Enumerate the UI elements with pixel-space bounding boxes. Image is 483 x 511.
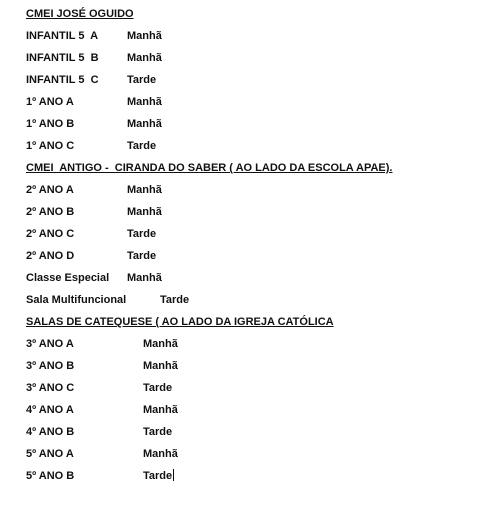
class-shift: Manhã xyxy=(143,338,178,350)
class-name: 1º ANO C xyxy=(26,140,75,152)
section-heading-cmei-antigo: CMEI ANTIGO - CIRANDA DO SABER ( AO LADO DA ESCOLA APAE). xyxy=(26,162,393,174)
class-name: 4º ANO B xyxy=(26,426,75,438)
class-name: 2º ANO B xyxy=(26,206,75,218)
class-name: 2º ANO C xyxy=(26,228,75,240)
class-name: INFANTIL 5 B xyxy=(26,52,99,64)
class-row xyxy=(26,51,466,73)
class-shift: Manhã xyxy=(143,404,178,416)
class-name: 4º ANO A xyxy=(26,404,74,416)
class-row xyxy=(26,293,466,315)
class-name: 5º ANO A xyxy=(26,448,74,460)
class-shift: Tarde xyxy=(127,140,157,152)
class-shift: Manhã xyxy=(127,272,162,284)
class-name: 1º ANO A xyxy=(26,96,74,108)
class-shift: Tarde xyxy=(143,426,173,438)
text-cursor xyxy=(173,469,174,481)
class-shift: Tarde xyxy=(143,382,173,394)
class-shift: Tarde xyxy=(127,74,157,86)
class-row xyxy=(26,403,466,425)
class-row xyxy=(26,359,466,381)
class-row xyxy=(26,469,466,491)
class-shift: Manhã xyxy=(143,360,178,372)
class-shift: Manhã xyxy=(127,184,162,196)
class-row xyxy=(26,447,466,469)
class-shift: Manhã xyxy=(143,448,178,460)
class-name: INFANTIL 5 A xyxy=(26,30,99,42)
class-name: INFANTIL 5 C xyxy=(26,74,99,86)
class-name: Sala Multifuncional xyxy=(26,294,127,306)
class-row xyxy=(26,95,466,117)
class-row xyxy=(26,139,466,161)
class-shift: Manhã xyxy=(127,96,162,108)
class-name: 2º ANO A xyxy=(26,184,74,196)
class-row xyxy=(26,73,466,95)
class-row xyxy=(26,337,466,359)
class-shift: Tarde xyxy=(160,294,190,306)
class-shift: Manhã xyxy=(127,118,162,130)
class-shift: Manhã xyxy=(127,52,162,64)
class-row xyxy=(26,183,466,205)
section-heading-salas-de-catequese: SALAS DE CATEQUESE ( AO LADO DA IGREJA CATÓLICA xyxy=(26,316,334,328)
class-name: 3º ANO B xyxy=(26,360,75,372)
class-name: Classe Especial xyxy=(26,272,110,284)
class-shift xyxy=(143,469,174,483)
class-row xyxy=(26,227,466,249)
class-shift: Manhã xyxy=(127,30,162,42)
class-row xyxy=(26,249,466,271)
class-name: 3º ANO C xyxy=(26,382,75,394)
document-body[interactable] xyxy=(26,7,466,491)
class-name: 1º ANO B xyxy=(26,118,75,130)
class-name: 2º ANO D xyxy=(26,250,75,262)
class-shift: Manhã xyxy=(127,206,162,218)
class-row xyxy=(26,117,466,139)
class-shift: Tarde xyxy=(127,228,157,240)
class-shift-text: Tarde xyxy=(143,470,173,482)
class-row xyxy=(26,205,466,227)
section-heading-cmei-jose-oguido: CMEI JOSÉ OGUIDO xyxy=(26,8,134,20)
class-row xyxy=(26,425,466,447)
class-name: 5º ANO B xyxy=(26,470,75,482)
class-name: 3º ANO A xyxy=(26,338,74,350)
class-row xyxy=(26,29,466,51)
class-row xyxy=(26,271,466,293)
class-row xyxy=(26,381,466,403)
class-shift: Tarde xyxy=(127,250,157,262)
